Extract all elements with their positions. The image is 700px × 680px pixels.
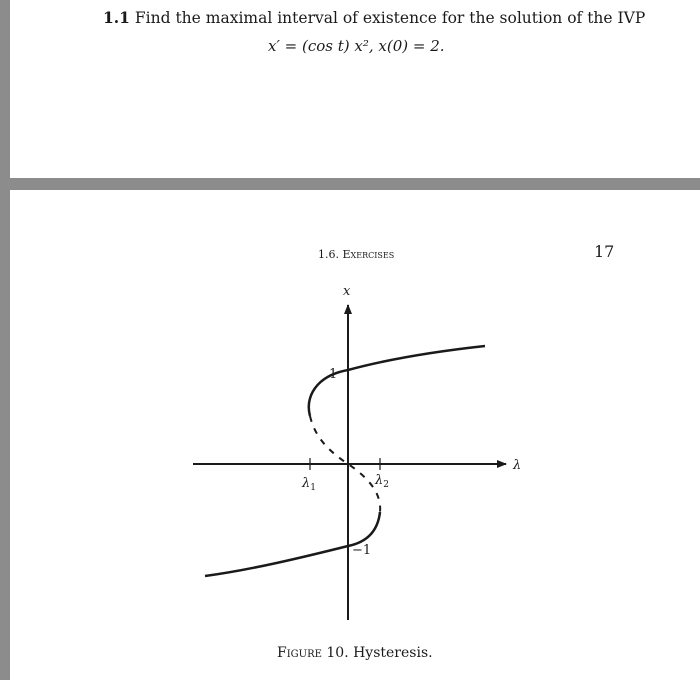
label-minus-one: −1	[352, 543, 372, 558]
section-title: Exercises	[342, 248, 395, 261]
section-number: 1.6.	[318, 248, 339, 261]
caption-text: Hysteresis.	[353, 645, 433, 661]
problem-text: Find the maximal interval of existence for the solution of the IVP	[134, 9, 646, 27]
problem-statement	[103, 8, 645, 27]
lambda-axis-label: λ	[513, 458, 522, 473]
problem-number: 1.1	[103, 8, 130, 27]
caption-number: 10.	[326, 645, 349, 661]
lambda1-label: $\lambda_1$	[302, 476, 316, 493]
caption-prefix: Figure	[277, 645, 322, 661]
page-divider	[10, 178, 700, 190]
lambda2-label: $\lambda_2$	[375, 473, 389, 490]
ivp-equation: x′ = (cos t) x², x(0) = 2.	[268, 37, 445, 55]
hysteresis-figure	[0, 270, 700, 630]
x-axis-label: x	[343, 284, 351, 299]
page-number: 17	[594, 242, 615, 261]
label-one: 1	[329, 367, 338, 382]
running-header	[318, 248, 394, 261]
figure-caption	[277, 645, 433, 661]
